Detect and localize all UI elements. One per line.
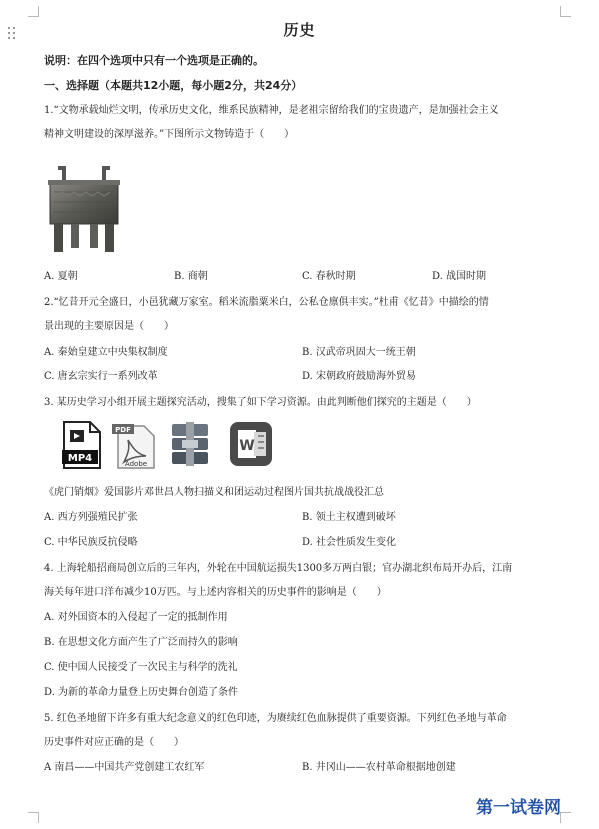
- mp4-file-icon: [58, 420, 104, 470]
- mp4-label: MP4: [67, 453, 93, 464]
- pdf-file-icon: [112, 420, 158, 470]
- q5-text-line-1: 5. 红色圣地留下许多有重大纪念意义的红色印迹，为赓续红色血脉提供了重要资源。下列红色圣地与革命: [44, 713, 507, 724]
- q4-option-d[interactable]: D. 为新的革命力量登上历史舞台创造了条件: [44, 687, 239, 698]
- q1-option-a[interactable]: A. 夏朝: [44, 271, 78, 282]
- word-file-icon: [228, 420, 274, 470]
- q1-text-line-1: 1.“文物承载灿烂文明，传承历史文化，维系民族精神，是老祖宗留给我们的宝贵遗产，是加强社会主义: [44, 105, 499, 116]
- q4-text-line-1: 4. 上海轮船招商局创立后的三年内，外轮在中国航运损失1300多万两白银；官办湖北织布局开办后，江南: [44, 563, 513, 574]
- q5-option-a[interactable]: A 南昌——中国共产党创建工农红军: [44, 762, 205, 773]
- q3-option-d[interactable]: D. 社会性质发生变化: [302, 537, 397, 548]
- q2-option-d[interactable]: D. 宋朝政府鼓励海外贸易: [302, 371, 417, 382]
- q4-text-line-2: 海关每年进口洋布减少10万匹。与上述内容相关的历史事件的影响是（ ）: [44, 587, 387, 598]
- q1-text-line-2: 精神文明建设的深厚滋养。”下图所示文物铸造于（ ）: [44, 129, 295, 140]
- q3-caption: 《虎门销烟》爱国影片邓世昌人物扫描义和团运动过程图片国共抗战战役汇总: [44, 487, 384, 498]
- crop-mark-bottom-right: [560, 812, 571, 823]
- q4-option-c[interactable]: C. 使中国人民接受了一次民主与科学的洗礼: [44, 662, 238, 673]
- q2-text-line-1: 2.“忆昔开元全盛日，小邑犹藏万家室。稻米流脂粟米白，公私仓廪俱丰实。”杜甫《忆昔》中描绘的情: [44, 297, 489, 308]
- crop-mark-bottom-left: [28, 812, 39, 823]
- q1-option-d[interactable]: D. 战国时期: [432, 271, 487, 282]
- q3-option-a[interactable]: A. 西方列强殖民扩张: [44, 512, 138, 523]
- q3-option-b[interactable]: B. 领土主权遭到破坏: [302, 512, 396, 523]
- pdf-label: PDF: [115, 426, 131, 434]
- q5-text-line-2: 历史事件对应正确的是（ ）: [44, 737, 184, 748]
- instruction: 说明：在四个选项中只有一个选项是正确的。: [44, 54, 264, 67]
- q2-text-line-2: 景出现的主要原因是（ ）: [44, 321, 174, 332]
- adobe-label: Adobe: [124, 460, 148, 468]
- q4-option-b[interactable]: B. 在思想文化方面产生了广泛而持久的影响: [44, 637, 238, 648]
- page-title: 历史: [283, 21, 316, 39]
- q3-option-c[interactable]: C. 中华民族反抗侵略: [44, 537, 138, 548]
- crop-mark-top-left: [28, 6, 39, 17]
- crop-mark-top-right: [560, 6, 571, 17]
- q2-option-a[interactable]: A. 秦始皇建立中央集权制度: [44, 347, 168, 358]
- rar-archive-icon: [168, 420, 214, 470]
- section-heading: 一、选择题（本题共12小题，每小题2分，共24分）: [44, 79, 303, 92]
- q1-option-c[interactable]: C. 春秋时期: [302, 271, 356, 282]
- q1-option-b[interactable]: B. 商朝: [174, 271, 208, 282]
- q2-option-b[interactable]: B. 汉武帝巩固大一统王朝: [302, 347, 416, 358]
- bronze-ding-image: [44, 162, 124, 258]
- word-label: W: [239, 438, 255, 454]
- q4-option-a[interactable]: A. 对外国资本的入侵起了一定的抵制作用: [44, 612, 228, 623]
- q2-option-c[interactable]: C. 唐玄宗实行一系列改革: [44, 371, 158, 382]
- q3-text-line-1: 3. 某历史学习小组开展主题探究活动，搜集了如下学习资源。由此判断他们探究的主题是（ ）: [44, 397, 477, 408]
- watermark-logo: 第一试卷网: [476, 798, 561, 818]
- q5-option-b[interactable]: B. 井冈山——农村革命根据地创建: [302, 762, 456, 773]
